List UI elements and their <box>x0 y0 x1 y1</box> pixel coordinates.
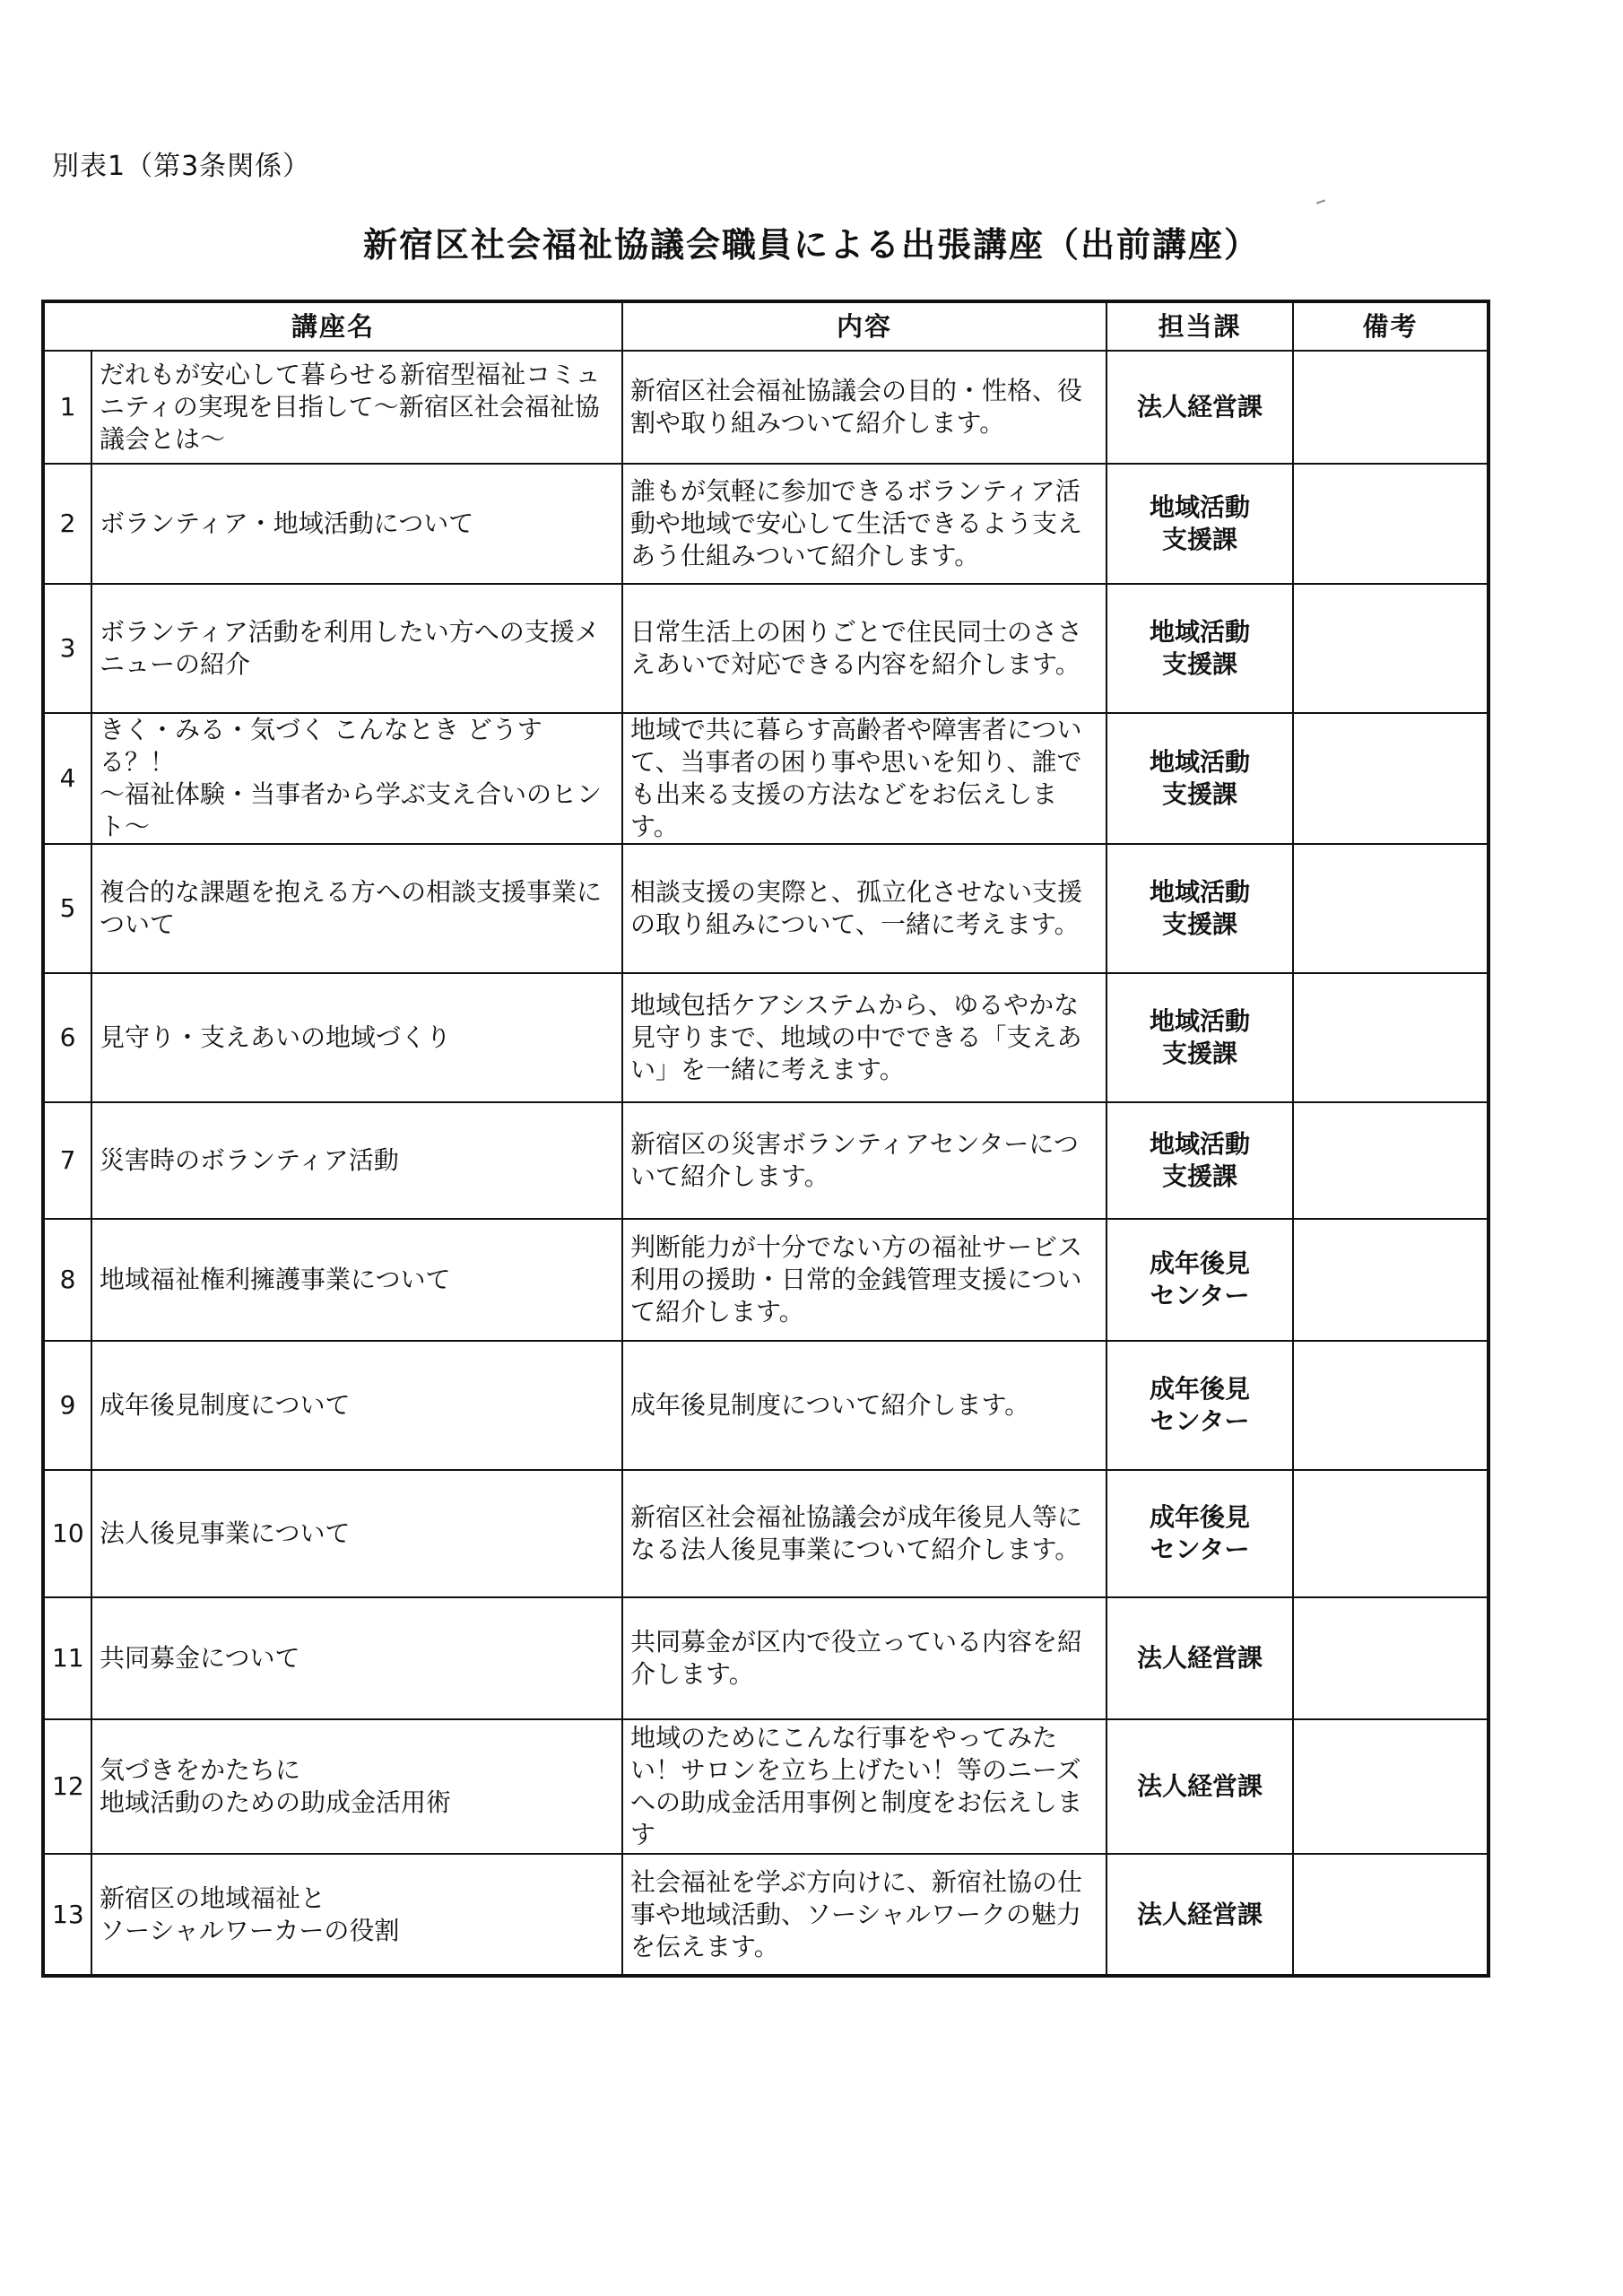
table-row <box>43 1470 1488 1597</box>
lecture-table <box>41 300 1490 1978</box>
row-number: 12 <box>43 1719 91 1854</box>
course-title: ボランティア・地域活動について <box>91 464 622 584</box>
table-row <box>43 584 1488 713</box>
course-title: 共同募金について <box>91 1597 622 1719</box>
course-content: 社会福祉を学ぶ方向けに、新宿社協の仕事や地域活動、ソーシャルワークの魅力を伝えます。 <box>622 1854 1107 1976</box>
row-number: 4 <box>43 713 91 844</box>
course-dept: 地域活動 支援課 <box>1107 464 1293 584</box>
course-dept: 地域活動 支援課 <box>1107 844 1293 973</box>
course-content: 地域のためにこんな行事をやってみたい！サロンを立ち上げたい！等のニーズへの助成金活用事例と制度をお伝えします <box>622 1719 1107 1854</box>
course-content: 地域で共に暮らす高齢者や障害者について、当事者の困り事や思いを知り、誰でも出来る支援の方法などをお伝えします。 <box>622 713 1107 844</box>
course-content: 誰もが気軽に参加できるボランティア活動や地域で安心して生活できるよう支えあう仕組みついて紹介します。 <box>622 464 1107 584</box>
course-content: 新宿区社会福祉協議会の目的・性格、役割や取り組みついて紹介します。 <box>622 351 1107 464</box>
row-number: 13 <box>43 1854 91 1976</box>
table-row <box>43 844 1488 973</box>
course-title: 災害時のボランティア活動 <box>91 1102 622 1219</box>
table-row <box>43 973 1488 1102</box>
column-header-dept: 担当課 <box>1107 301 1293 351</box>
column-header-title: 講座名 <box>43 301 622 351</box>
table-row <box>43 1219 1488 1341</box>
course-title: きく・みる・気づく こんなとき どうする？！ ～福祉体験・当事者から学ぶ支え合いのヒント～ <box>91 713 622 844</box>
row-number: 6 <box>43 973 91 1102</box>
course-dept: 成年後見 センター <box>1107 1219 1293 1341</box>
row-number: 10 <box>43 1470 91 1597</box>
table-header-row <box>43 301 1488 351</box>
course-title: ボランティア活動を利用したい方への支援メニューの紹介 <box>91 584 622 713</box>
course-content: 成年後見制度について紹介します。 <box>622 1341 1107 1470</box>
course-content: 共同募金が区内で役立っている内容を紹介します。 <box>622 1597 1107 1719</box>
course-dept: 成年後見 センター <box>1107 1470 1293 1597</box>
course-note <box>1293 973 1488 1102</box>
row-number: 1 <box>43 351 91 464</box>
table-row <box>43 1102 1488 1219</box>
course-dept: 地域活動 支援課 <box>1107 713 1293 844</box>
course-dept: 地域活動 支援課 <box>1107 1102 1293 1219</box>
table-row <box>43 351 1488 464</box>
course-dept: 法人経営課 <box>1107 351 1293 464</box>
course-dept: 成年後見 センター <box>1107 1341 1293 1470</box>
course-dept: 地域活動 支援課 <box>1107 584 1293 713</box>
course-title: 地域福祉権利擁護事業について <box>91 1219 622 1341</box>
course-note <box>1293 713 1488 844</box>
course-title: だれもが安心して暮らせる新宿型福祉コミュニティの実現を目指して～新宿区社会福祉協議会とは～ <box>91 351 622 464</box>
course-dept: 地域活動 支援課 <box>1107 973 1293 1102</box>
course-title: 見守り・支えあいの地域づくり <box>91 973 622 1102</box>
course-content: 地域包括ケアシステムから、ゆるやかな見守りまで、地域の中でできる「支えあい」を一緒に考えます。 <box>622 973 1107 1102</box>
course-note <box>1293 1470 1488 1597</box>
row-number: 2 <box>43 464 91 584</box>
course-note <box>1293 844 1488 973</box>
table-row <box>43 1341 1488 1470</box>
column-header-note: 備考 <box>1293 301 1488 351</box>
course-dept: 法人経営課 <box>1107 1854 1293 1976</box>
course-dept: 法人経営課 <box>1107 1597 1293 1719</box>
course-note <box>1293 1219 1488 1341</box>
course-note <box>1293 1597 1488 1719</box>
table-row <box>43 1597 1488 1719</box>
course-title: 気づきをかたちに 地域活動のための助成金活用術 <box>91 1719 622 1854</box>
column-header-content: 内容 <box>622 301 1107 351</box>
table-row <box>43 713 1488 844</box>
page-label: 別表1（第3条関係） <box>52 151 311 182</box>
row-number: 9 <box>43 1341 91 1470</box>
course-note <box>1293 464 1488 584</box>
course-note <box>1293 351 1488 464</box>
course-title: 法人後見事業について <box>91 1470 622 1597</box>
course-note <box>1293 1719 1488 1854</box>
table-row <box>43 464 1488 584</box>
table-row <box>43 1719 1488 1854</box>
row-number: 11 <box>43 1597 91 1719</box>
row-number: 5 <box>43 844 91 973</box>
row-number: 7 <box>43 1102 91 1219</box>
course-dept: 法人経営課 <box>1107 1719 1293 1854</box>
table-row <box>43 1854 1488 1976</box>
course-note <box>1293 1341 1488 1470</box>
course-content: 新宿区社会福祉協議会が成年後見人等になる法人後見事業について紹介します。 <box>622 1470 1107 1597</box>
course-note <box>1293 1854 1488 1976</box>
row-number: 8 <box>43 1219 91 1341</box>
course-note <box>1293 1102 1488 1219</box>
course-title: 成年後見制度について <box>91 1341 622 1470</box>
scan-speck <box>1316 199 1325 204</box>
course-content: 相談支援の実際と、孤立化させない支援の取り組みについて、一緒に考えます。 <box>622 844 1107 973</box>
page-title: 新宿区社会福祉協議会職員による出張講座（出前講座） <box>362 225 1260 265</box>
course-title: 新宿区の地域福祉と ソーシャルワーカーの役割 <box>91 1854 622 1976</box>
course-content: 判断能力が十分でない方の福祉サービス利用の援助・日常的金銭管理支援について紹介します。 <box>622 1219 1107 1341</box>
course-content: 新宿区の災害ボランティアセンターについて紹介します。 <box>622 1102 1107 1219</box>
course-content: 日常生活上の困りごとで住民同士のささえあいで対応できる内容を紹介します。 <box>622 584 1107 713</box>
course-note <box>1293 584 1488 713</box>
row-number: 3 <box>43 584 91 713</box>
course-title: 複合的な課題を抱える方への相談支援事業について <box>91 844 622 973</box>
